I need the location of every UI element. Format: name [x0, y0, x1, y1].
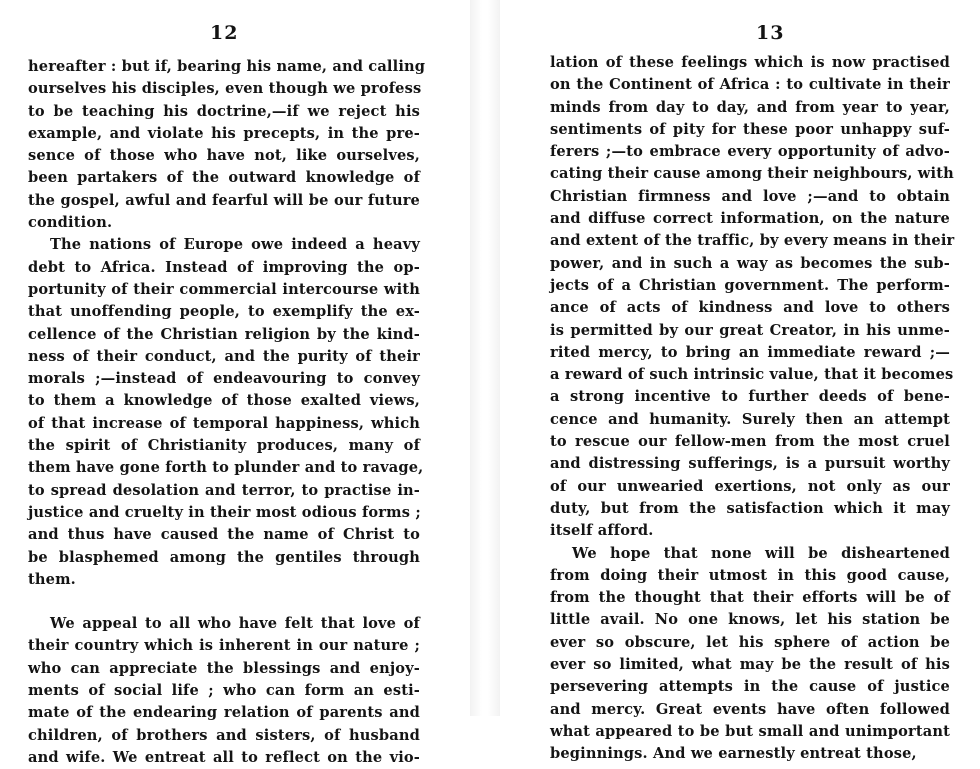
text-line: of that increase of temporal happiness, which	[28, 414, 420, 432]
paragraph	[28, 613, 420, 769]
text-line: cence and humanity. Surely then an attempt	[550, 410, 950, 428]
text-line: ness of their conduct, and the purity of their	[28, 347, 420, 365]
text-line: sence of those who have not, like ourselves,	[28, 147, 420, 165]
text-line: ferers ;—to embrace every opportunity of advo-	[550, 143, 950, 161]
text-line: jects of a Christian government. The perform-	[550, 276, 950, 294]
text-line: to spread desolation and terror, to practise in-	[28, 481, 420, 499]
text-line: and mercy. Great events have often followed	[550, 700, 950, 718]
text-line: hereafter : but if, bearing his name, and calling	[28, 58, 426, 75]
text-line: of our unwearied exertions, not only as our	[550, 477, 950, 495]
text-line: duty, but from the satisfaction which it may	[550, 499, 950, 517]
text-line: condition.	[28, 214, 113, 232]
text-line: little avail. No one knows, let his station be	[550, 611, 950, 629]
text-line: ever so obscure, let his sphere of action be	[550, 633, 950, 651]
left-page-text	[28, 56, 426, 769]
text-line: justice and cruelty in their most odious forms ;	[28, 503, 421, 521]
text-line: ever so limited, what may be the result of his	[550, 656, 950, 674]
text-line: them.	[28, 570, 76, 588]
text-line: Christian firmness and love ;—and to obtain	[550, 187, 950, 205]
text-line: to rescue our fellow-men from the most cruel	[550, 433, 950, 451]
text-line: a strong incentive to further deeds of bene-	[550, 388, 950, 406]
paragraph-gap	[28, 591, 420, 613]
text-line: what appeared to be but small and unimportant	[550, 722, 950, 740]
text-line: who can appreciate the blessings and enjoy-	[28, 659, 420, 677]
text-line: be blasphemed among the gentiles through	[28, 548, 420, 566]
text-line: ments of social life ; who can form an esti-	[28, 682, 420, 700]
text-line: cellence of the Christian religion by the kind-	[28, 325, 420, 343]
text-line: from doing their utmost in this good cause,	[550, 566, 950, 584]
paragraph	[550, 52, 955, 543]
text-line: lation of these feelings which is now practised	[550, 54, 950, 71]
right-page-text	[550, 52, 955, 766]
paragraph	[550, 543, 950, 766]
text-line: and thus have caused the name of Christ to	[28, 526, 420, 544]
text-line: We appeal to all who have felt that love of	[50, 615, 420, 633]
text-line: and distressing sufferings, is a pursuit worthy	[550, 455, 950, 473]
text-line: sentiments of pity for these poor unhappy suf-	[550, 120, 950, 138]
text-line: been partakers of the outward knowledge of	[28, 169, 420, 187]
text-line: ourselves his disciples, even though we profess	[28, 80, 422, 98]
text-line: and extent of the traffic, by every means in their	[550, 232, 955, 250]
text-line: example, and violate his precepts, in the pre-	[28, 124, 420, 142]
text-line: itself afford.	[550, 522, 654, 540]
text-line: the gospel, awful and fearful will be our future	[28, 191, 420, 209]
text-line: and diffuse correct information, on the nature	[550, 210, 950, 228]
left-page	[0, 0, 470, 766]
text-line: power, and in such a way as becomes the sub-	[550, 254, 950, 272]
left-page-number: 12	[210, 22, 239, 44]
text-line: persevering attempts in the cause of justice	[550, 678, 950, 696]
text-line: that unoffending people, to exemplify the ex-	[28, 303, 420, 321]
text-line: is permitted by our great Creator, in his unme-	[550, 321, 950, 339]
text-line: a reward of such intrinsic value, that it becomes	[550, 366, 954, 384]
book-gutter	[470, 0, 500, 716]
text-line: and wife. We entreat all to reflect on the vio-	[28, 748, 420, 766]
text-line: the spirit of Christianity produces, many of	[28, 437, 420, 455]
text-line: ance of acts of kindness and love to others	[550, 299, 950, 317]
text-line: rited mercy, to bring an immediate reward ;—	[550, 343, 950, 361]
text-line: on the Continent of Africa : to cultivate in their	[550, 76, 950, 94]
text-line: minds from day to day, and from year to year,	[550, 98, 950, 116]
text-line: them have gone forth to plunder and to ravage,	[28, 459, 424, 477]
text-line: their country which is inherent in our nature ;	[28, 637, 420, 655]
text-line: to be teaching his doctrine,—if we reject his	[28, 102, 420, 120]
text-line: children, of brothers and sisters, of husband	[28, 726, 420, 744]
text-line: portunity of their commercial intercourse with	[28, 280, 420, 298]
paragraph	[28, 234, 424, 591]
right-page	[500, 0, 980, 763]
text-line: from the thought that their efforts will be of	[550, 589, 950, 607]
paragraph	[28, 56, 426, 234]
text-line: to them a knowledge of those exalted views,	[28, 392, 420, 410]
text-line: mate of the endearing relation of parents and	[28, 704, 420, 722]
text-line: We hope that none will be disheartened	[572, 544, 950, 562]
text-line: The nations of Europe owe indeed a heavy	[50, 236, 420, 254]
right-page-number: 13	[756, 22, 785, 44]
text-line: beginnings. And we earnestly entreat those,	[550, 745, 917, 763]
text-line: morals ;—instead of endeavouring to convey	[28, 370, 420, 388]
text-line: debt to Africa. Instead of improving the op-	[28, 258, 420, 276]
text-line: cating their cause among their neighbours, with	[550, 165, 954, 183]
